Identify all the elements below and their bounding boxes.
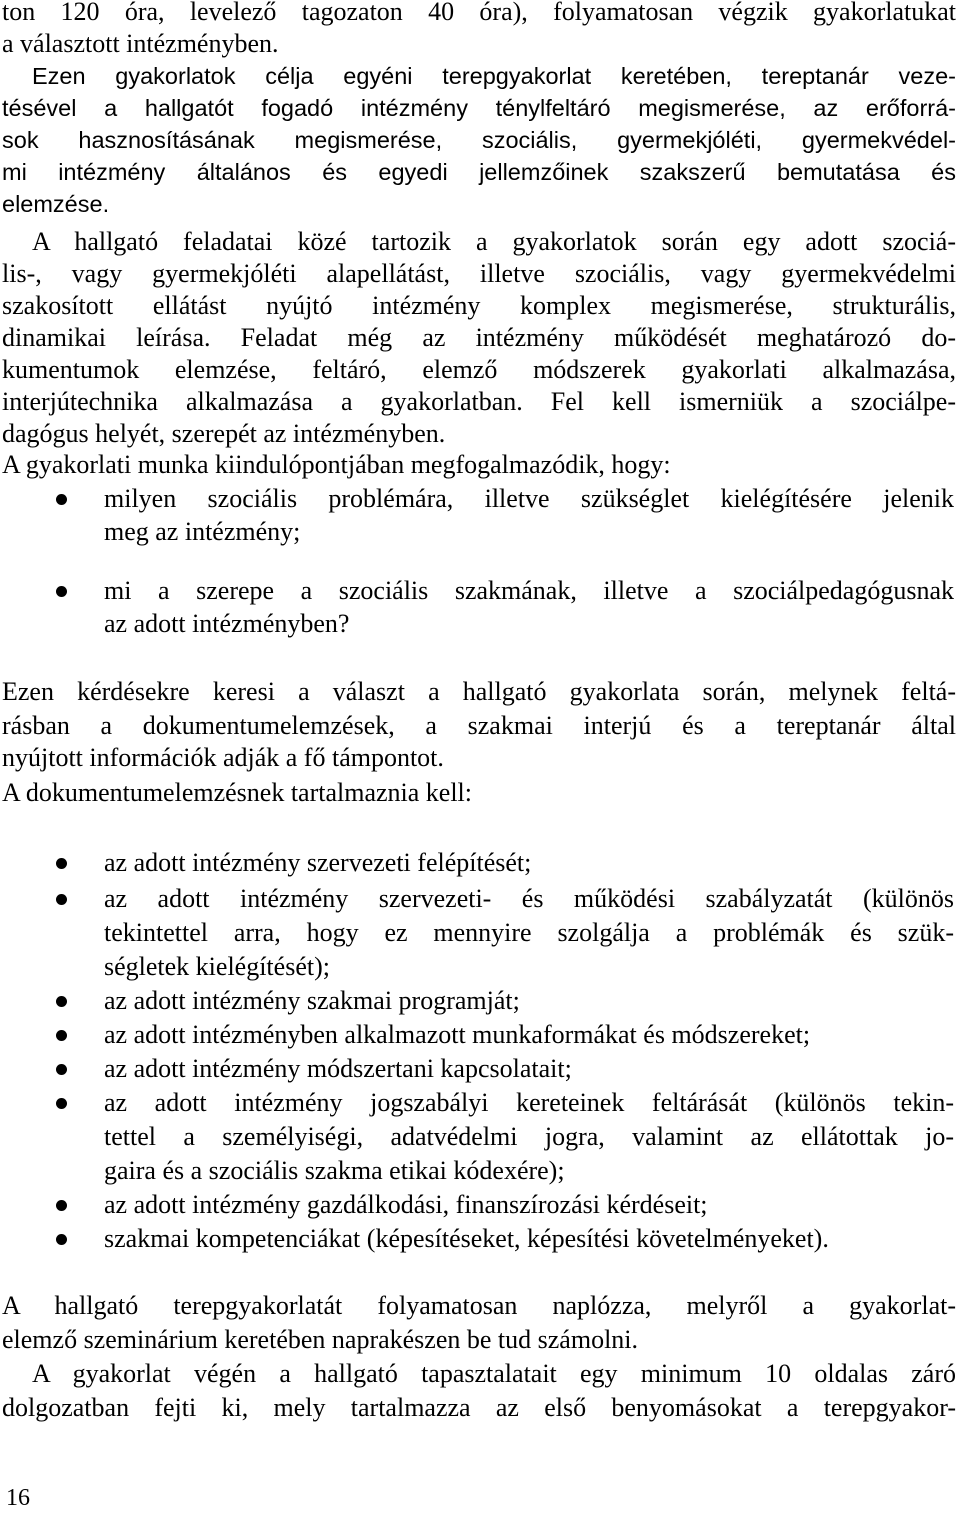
text-line: rásban a dokumentumelemzések, a szakmai interjú és a tereptanár által [2,711,956,740]
list-item: az adott intézmény gazdálkodási, finanszírozási kérdéseit; [104,1190,708,1219]
text-line: sok hasznosításának megismerése, szociális, gyermekjóléti, gyermekvédel- [2,127,956,153]
list-item-continuation: meg az intézmény; [104,517,301,546]
bullet-icon [56,1098,67,1109]
list-item: milyen szociális problémára, illetve szükséglet kielégítésére jelenik [104,484,954,513]
text-line: Ezen gyakorlatok célja egyéni terepgyakorlat keretében, tereptanár veze- [32,63,956,89]
page-number: 16 [6,1485,30,1511]
list-item: az adott intézmény szervezeti- és működési szabályzatát (különös [104,884,954,913]
bullet-icon [56,1030,67,1041]
text-line: A gyakorlati munka kiindulópontjában megfogalmazódik, hogy: [2,450,671,479]
text-line: elemzése. [2,191,110,217]
list-item: szakmai kompetenciákat (képesítéseket, képesítési követelményeket). [104,1224,829,1253]
list-item-continuation: ségletek kielégítését); [104,952,330,981]
bullet-icon [56,894,67,905]
text-line: A hallgató terepgyakorlatát folyamatosan naplózza, melyről a gyakorlat- [2,1291,956,1320]
text-line: mi intézmény általános és egyedi jellemzőinek szakszerű bemutatása és [2,159,956,185]
bullet-icon [56,996,67,1007]
text-line: Ezen kérdésekre keresi a választ a hallgató gyakorlata során, melynek feltá- [2,677,956,706]
text-line: ton 120 óra, levelező tagozaton 40 óra), folyamatosan végzik gyakorlatukat [2,0,956,26]
bullet-icon [56,858,67,869]
text-line: A dokumentumelemzésnek tartalmaznia kell: [2,778,473,807]
text-line: A gyakorlat végén a hallgató tapasztalatait egy minimum 10 oldalas záró [32,1359,956,1388]
text-line: nyújtott információk adják a fő támpontot. [2,743,444,772]
text-line: kumentumok elemzése, feltáró, elemző módszerek gyakorlati alkalmazása, [2,355,956,384]
text-line: dinamikai leírása. Feladat még az intézmény működését meghatározó do- [2,323,956,352]
list-item: mi a szerepe a szociális szakmának, illetve a szociálpedagógusnak [104,576,954,605]
list-item: az adott intézményben alkalmazott munkaformákat és módszereket; [104,1020,811,1049]
bullet-icon [56,1064,67,1075]
list-item-continuation: tekintettel arra, hogy ez mennyire szolgálja a problémák és szük- [104,918,954,947]
text-line: A hallgató feladatai közé tartozik a gyakorlatok során egy adott szociá- [32,227,956,256]
text-line: a választott intézményben. [2,29,279,58]
bullet-icon [56,586,67,597]
text-line: dagógus helyét, szerepét az intézményben. [2,419,446,448]
list-item-continuation: tettel a személyiségi, adatvédelmi jogra, valamint az ellátottak jo- [104,1122,954,1151]
list-item: az adott intézmény szervezeti felépítését; [104,848,532,877]
text-line: interjútechnika alkalmazása a gyakorlatban. Fel kell ismerniük a szociálpe- [2,387,956,416]
list-item: az adott intézmény jogszabályi kereteinek feltárását (különös tekin- [104,1088,954,1117]
list-item: az adott intézmény szakmai programját; [104,986,520,1015]
bullet-icon [56,494,67,505]
list-item: az adott intézmény módszertani kapcsolatait; [104,1054,572,1083]
text-line: tésével a hallgatót fogadó intézmény ténylfeltáró megismerése, az erőforrá- [2,95,956,121]
text-line: szakosított ellátást nyújtó intézmény komplex megismerése, strukturális, [2,291,956,320]
text-line: dolgozatban fejti ki, mely tartalmazza az első benyomásokat a terepgyakor- [2,1393,956,1422]
list-item-continuation: gaira és a szociális szakma etikai kódexére); [104,1156,565,1185]
bullet-icon [56,1234,67,1245]
text-line: elemző szeminárium keretében naprakészen be tud számolni. [2,1325,639,1354]
bullet-icon [56,1200,67,1211]
text-line: lis-, vagy gyermekjóléti alapellátást, illetve szociális, vagy gyermekvédelmi [2,259,956,288]
list-item-continuation: az adott intézményben? [104,609,350,638]
